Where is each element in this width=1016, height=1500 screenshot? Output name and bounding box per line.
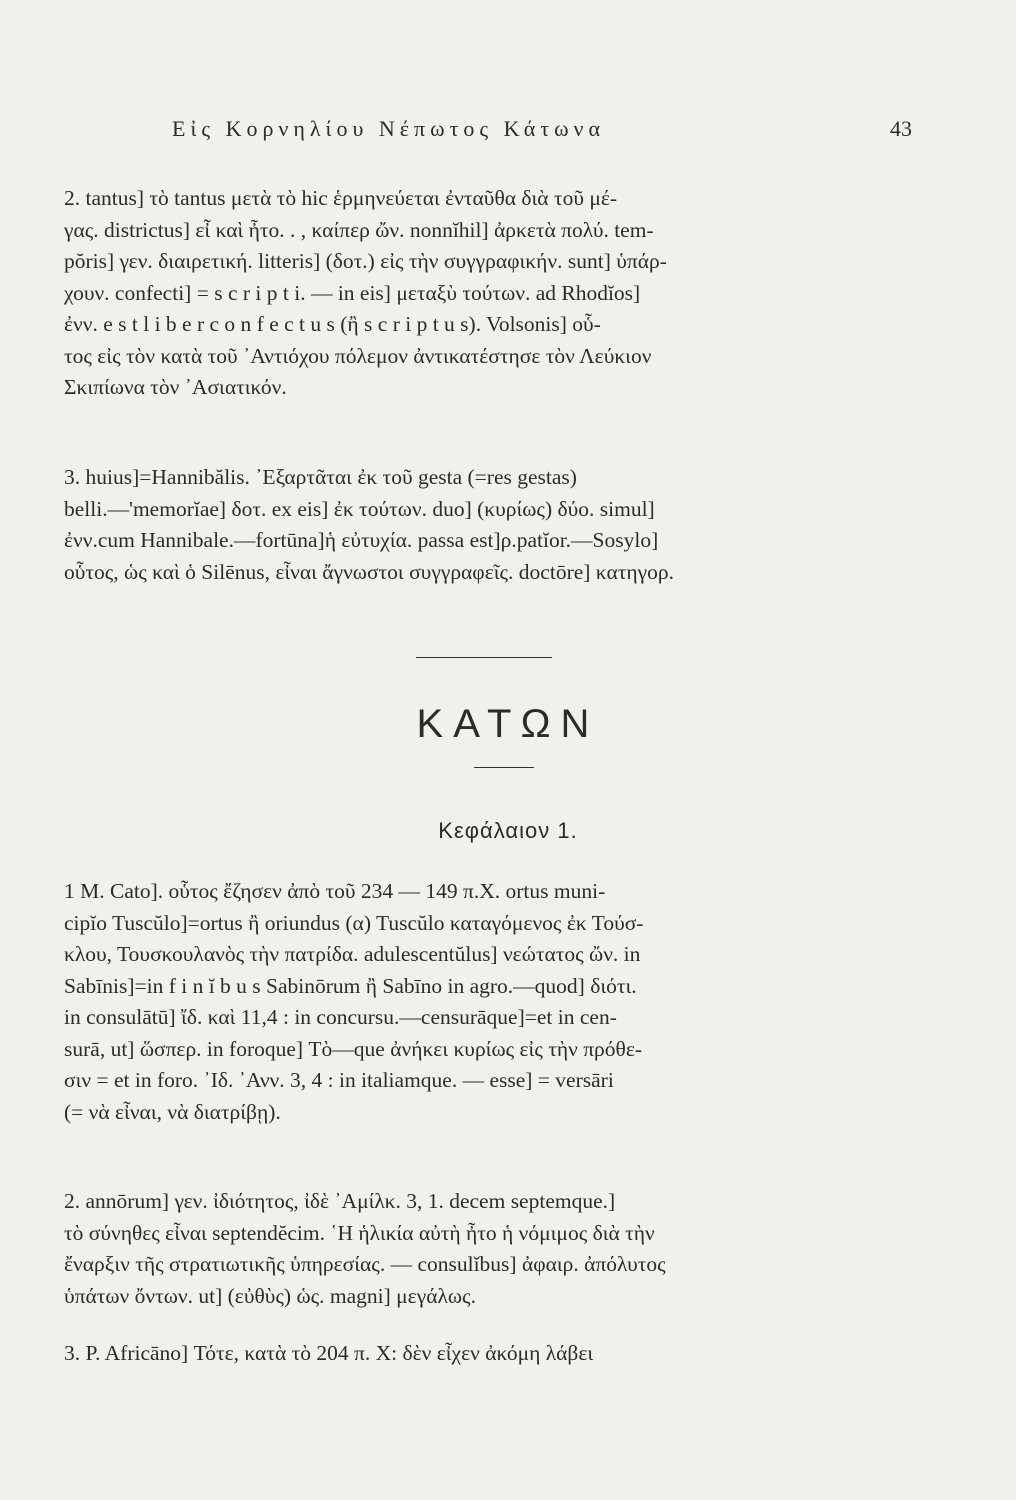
text-line: τὸ σύνηθες εἶναι septendĕcim. ῾Η ἡλικία αὐτὴ ἦτο ἡ νόμιμος διὰ τὴν [64, 1220, 655, 1245]
text-line: belli.—'memorĭae] δοτ. ex eis] ἐκ τούτων. duo] (κυρίως) δύο. simul] [64, 496, 655, 521]
text-line: ἐνν. e s t l i b e r c o n f e c t u s (ἢ s c r i p t u s). Volsonis] οὗ- [64, 312, 601, 336]
text-line: 1 M. Cato]. οὗτος ἔζησεν ἀπὸ τοῦ 234 — 149 π.Χ. ortus muni- [64, 879, 606, 903]
note-paragraph-2-tantus [64, 183, 906, 404]
text-line: κλου, Τουσκουλανὸς τὴν πατρίδα. adulescentŭlus] νεώτατος ὤν. in [64, 942, 641, 966]
chapter-heading: Κεφάλαιον 1. [438, 818, 578, 843]
text-line: χουν. confecti] = s c r i p t i. — in eis] μεταξὺ τούτων. ad Rhodĭos] [64, 280, 641, 305]
text-line: ἐνν.cum Hannibale.—fortūna]ἡ εὐτυχία. passa est]ρ.patĭor.—Sosylo] [64, 528, 659, 552]
note-paragraph-3-huius [64, 462, 906, 588]
note-paragraph-2-annorum [64, 1186, 906, 1312]
text-line: ἔναρξιν τῆς στρατιωτικῆς ὑπηρεσίας. — consulĭbus] ἀφαιρ. ἀπόλυτος [64, 1252, 666, 1276]
title-underline [474, 767, 534, 768]
note-paragraph-3-africano [64, 1338, 906, 1370]
running-head [172, 116, 912, 142]
text-line: ὑπάτων ὄντων. ut] (εὐθὺς) ὡς. magni] μεγάλως. [64, 1283, 476, 1308]
text-line: (= νὰ εἶναι, νὰ διατρίβῃ). [64, 1099, 281, 1124]
running-title: Εἰς Κορνηλίου Νέπωτος Κάτωνα [172, 116, 606, 141]
text-line: in consulātū] ἴδ. καὶ 11,4 : in concursu.—censurāque]=et in cen- [64, 1005, 617, 1029]
page-number: 43 [890, 116, 912, 141]
section-title: ΚΑΤΩΝ [416, 702, 600, 746]
section-divider [416, 657, 552, 658]
text-line: 2. annōrum] γεν. ἰδιότητος, ἰδὲ ᾿Αμίλκ. 3, 1. decem septemque.] [64, 1189, 616, 1213]
text-line: 3. huius]=Hannibălis. ᾿Εξαρτᾶται ἐκ τοῦ gesta (=res gestas) [64, 465, 577, 489]
text-line: pŏris] γεν. διαιρετική. litteris] (δοτ.) εἰς τὴν συγγραφικήν. sunt] ὑπάρ- [64, 249, 667, 273]
text-line: οὗτος, ὡς καὶ ὁ Silēnus, εἶναι ἄγνωστοι συγγραφεῖς. doctōre] κατηγορ. [64, 559, 674, 584]
text-line: τος εἰς τὸν κατὰ τοῦ ᾿Αντιόχου πόλεμον ἀντικατέστησε τὸν Λεύκιον [64, 343, 652, 368]
text-line: cipĭo Tuscŭlo]=ortus ἢ oriundus (α) Tuscŭlo καταγόμενος ἐκ Τούσ- [64, 910, 644, 935]
note-paragraph-1-cato [64, 876, 906, 1128]
text-line: Σκιπίωνα τὸν ᾿Ασιατικόν. [64, 375, 287, 399]
text-line: 2. tantus] τὸ tantus μετὰ τὸ hic ἑρμηνεύεται ἐνταῦθα διὰ τοῦ μέ- [64, 186, 618, 210]
text-line: Sabīnis]=in f i n ĭ b u s Sabinōrum ἢ Sabīno in agro.—quod] διότι. [64, 973, 637, 998]
text-line: γας. districtus] εἶ καὶ ἦτο. . , καίπερ ὤν. nonnĭhil] ἀρκετὰ πολύ. tem- [64, 217, 654, 242]
text-line: surā, ut] ὥσπερ. in foroque] Τὸ—que ἀνήκει κυρίως εἰς τὴν πρόθε- [64, 1036, 643, 1061]
text-line: 3. P. Africāno] Τότε, κατὰ τὸ 204 π. Χ: δὲν εἶχεν ἀκόμη λάβει [64, 1341, 594, 1365]
text-line: σιν = et in foro. ᾿Ιδ. ᾿Ανν. 3, 4 : in italiamque. — esse] = versāri [64, 1068, 614, 1092]
